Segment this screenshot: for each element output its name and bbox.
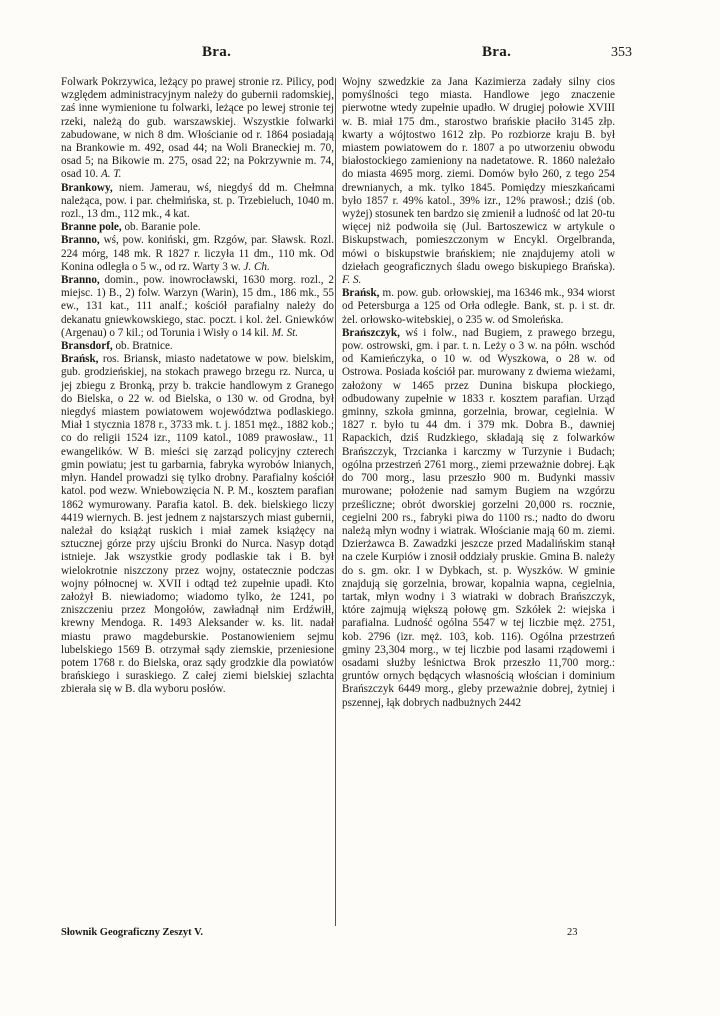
entry-text: ros. Briansk, miasto nadetatowe w pow. bielskim, gub. grodzieńskiej, na stokach prawego brzegu rz. Nurca, u jej zbiegu z Bronką, przy b. trakcie handlowym z Granego do Bielska, o 22 w. od Bielska, o 130 w. od Grodna, był niegdyś miastem powiatowem województwa podlaskiego. Miał 1 stycznia 1878 r., 3733 mk. t. j. 1851 męż., 1882 kob.; co do religii 1524 izr., 1109 katol., 1089 prawosław., 11 ewangelików. W B. mieści się zarząd policyjny czterech gmin powiatu; jest tu garbarnia, fabryka wyrobów lnianych, młyn. Handel prowadzi się tylko drobny. Parafialny kościół katol. pod wezw. Wniebowzięcia N. P. M., kosztem parafian 1862 wymurowany. Parafia katol. B. dek. bielskiego liczy 4419 wiernych. B. jest jednem z najstarszych miast gubernii, należał do książąt ruskich i miał zamek książęcy na sztucznej górze przy ujściu Bronki do Nurca. Nasyp dotąd istnieje. Jak wszystkie grody podlaskie tak i B. był wielokrotnie niszczony przez wojny, ostatecznie podczas wojny północnej w. XVII i odtąd też zupełnie upadł. Kto założył B. niewiadomo; wiadomo tylko, że 1241, po zniszczeniu przez Mongołów, zawładnął nim Erdźwiłł, krewny Mendoga. R. 1493 Aleksander w. ks. lit. nadał miastu prawo magdeburskie. Postanowieniem sejmu lubelskiego 1569 B. otrzymał sądy ziemskie, przeniesione potem 1768 r. do Bielska, oraz sądy grodzkie dla powiatów brańskiego i suraskiego. Z całej ziemi bielskiej szlachta zbierała się w B. dla wyboru posłów. — [61, 353, 334, 696]
entry-headword: Brankowy, — [61, 181, 113, 194]
entry — [61, 353, 334, 696]
entry-signature: M. St. — [271, 326, 299, 339]
entry — [61, 221, 334, 234]
running-header-right: Bra. — [482, 44, 512, 60]
entry — [342, 327, 615, 710]
page-number: 353 — [611, 45, 632, 60]
entry-text: ob. Baranie pole. — [124, 221, 201, 234]
footer-signature-number: 23 — [567, 927, 578, 938]
entry-text: domin., pow. inowrocławski, 1630 morg. rozl., 2 miejsc. 1) B., 2) folw. Warzyn (Warin), 15 dm., 186 mk., 55 ew., 131 kat., 111 analf.; kościół parafialny należy do dekanatu gniewkowskiego, stac. poczt. i kol. żel. Gniewków (Argenau) o 7 kil.; od Torunia i Wisły o 14 kil. — [61, 274, 334, 339]
entry-headword: Bransdorf, — [61, 340, 113, 353]
entry-text: niem. Jamerau, wś, niegdyś dd m. Chełmna należąca, pow. i par. chełmińska, st. p. Trzebieluch, 1040 m. rozl., 13 dm., 112 mk., 4 kat. — [61, 181, 334, 221]
right-column — [342, 76, 615, 710]
entry: Folwark Pokrzywica, leżący po prawej stronie rz. Pilicy, pod względem administracyjnym należy do gubernii radomskiej, zaś inne wymienione tu folwarki, leżące po lewej stronie tej rzeki, należą do gub. warszawskiej. Wszystkie folwarki zabudowane, w nich 8 dm. Włościanie od r. 1864 posiadają na Brankowie m. 492, osad 44; na Woli Braneckiej m. 70, osad 5; na Bikowie m. 275, osad 22; na Pokrzywnie m. 74, osad 10. A. T. — [61, 76, 334, 181]
entry-text: wś, pow. koniński, gm. Rzgów, par. Sławsk. Rozl. 224 mórg, 148 mk. R 1827 r. liczyła 11 dm., 110 mk. Od Konina odległa o 5 w., od rz. Warty 3 w. — [61, 234, 334, 273]
entry-signature: J. Ch. — [243, 260, 270, 273]
entry-headword: Branno, — [61, 274, 100, 287]
footer-publication: Słownik Geograficzny Zeszyt V. — [61, 927, 203, 938]
entry-headword: Brańsk, — [342, 287, 380, 300]
entry — [61, 340, 334, 353]
entry-headword: Branne pole, — [61, 221, 122, 234]
entry-text: m. pow. gub. orłowskiej, ma 16346 mk., 934 wiorst od Petersburga a 125 od Orła odległe. Bank, st. p. i st. dr. żel. orłowsko-witebskiej, o 235 w. od Smoleńska. — [342, 287, 615, 326]
entry — [342, 287, 615, 327]
entry-signature: A. T. — [100, 168, 122, 181]
entry-signature: F. S. — [342, 274, 362, 287]
entry-text: wś i folw., nad Bugiem, z prawego brzegu, pow. ostrowski, gm. i par. t. n. Leży o 3 w. na półn. wschód od Kamieńczyka, o 10 w. od Wyszkowa, o 28 w. od Ostrowa. Posiada kościół par. murowany z dwiema wieżami, założony w 1465 przez Dunina biskupa płockiego, odbudowany zupełnie w 1833 r. kosztem parafian. Urząd gminny, szkoła gminna, gorzelnia, browar, cegielnia. W 1827 r. było tu 44 dm. i 379 mk. Dobra B., dawniej Rapackich, dziś Rudzkiego, składają się z folwarków Brańszczyk, Trzcianka i karczmy w Turzynie i Budach; ogólna przestrzeń 2761 morg., ziemi przeważnie dobrej. Łąk do 700 morg., lasu przeszło 900 m. Budynki massiv murowane; położenie nad samym Bugiem na wzgórzu prześliczne; obrót dworskiej gorzelni 20,000 rs. rocznie, cegielni 200 rs., fabryki piwa do 1100 rs.; nadto do dworu należą młyn wodny i wiatrak. Włościanie mają 60 m. ziemi. Dzierżawca B. Zawadzki jeszcze przed Madalińskim stanął na czele Kurpiów i znosił oddziały pruskie. Gmina B. należy do s. gm. okr. I w Dybkach, st. p. Wyszków. W gminie znajdują się gorzelnia, browar, kopalnia wapna, cegielnia, tartak, młyn wodny i 3 wiatraki w dobrach Brańszczyk, które zajmują większą połowę gm. Szkółek 2: wiejska i parafialna. Ludność ogólna 5547 w tej liczbie męż. 2751, kob. 2796 (izr. męż. 103, kob. 116). Ogólna przestrzeń gminy 23,304 morg., w tej liczbie pod lasami rządowemi i osadami służby leśnictwa Brok przeszło 11,700 morg.: gruntów ornych będących własnością włościan i dominium Brańszczyk 6449 morg., gleby przeważnie dobrej, żytniej i pszennej, łąk dobrych nadbużnych 2442 — [342, 326, 615, 709]
running-header-left: Bra. — [202, 44, 232, 60]
entry — [61, 234, 334, 274]
entry — [61, 274, 334, 340]
entry — [61, 182, 334, 222]
column-divider — [335, 78, 336, 926]
left-column — [61, 76, 334, 697]
entry-headword: Branno, — [61, 234, 100, 247]
entry-headword: Brańsk, — [61, 353, 99, 366]
entry — [342, 76, 615, 287]
entry-text: Wojny szwedzkie za Jana Kazimierza zadały silny cios pomyślności tego miasta. Handlowe jego znaczenie pierwotne wtedy zupełnie upadło. W drugiej połowie XVIII w. B. miał 175 dm., starostwo brańskie płaciło 3145 złp. kwarty a wójtostwo 1612 złp. Po rozbiorze kraju B. był miastem powiatowem do r. 1807 a po utworzeniu obwodu białostockiego zamieniony na nadetatowe. R. 1860 należało do miasta 4695 morg. ziemi. Domów było 260, z tego 254 drewnianych, a mk. tylko 1845. Pomiędzy mieszkańcami było 1857 r. 49% katol., 39% izr., 12% prawosł.; dziś (ob. wyżej) stosunek ten bardzo się zmienił a ludność od lat 20-tu więcej niż podwoiła się (Jul. Bartoszewicz w artykule o Biskupstwach, pomieszczonym w Encykl. Orgelbranda, mówi o biskupstwie brańskiem; nie znajdujemy atoli w dziełach geograficznych śladu owego biskupiego Brańska). — [342, 76, 615, 273]
entry-text: ob. Bratnice. — [115, 340, 173, 353]
entry-headword: Brańszczyk, — [342, 326, 400, 339]
